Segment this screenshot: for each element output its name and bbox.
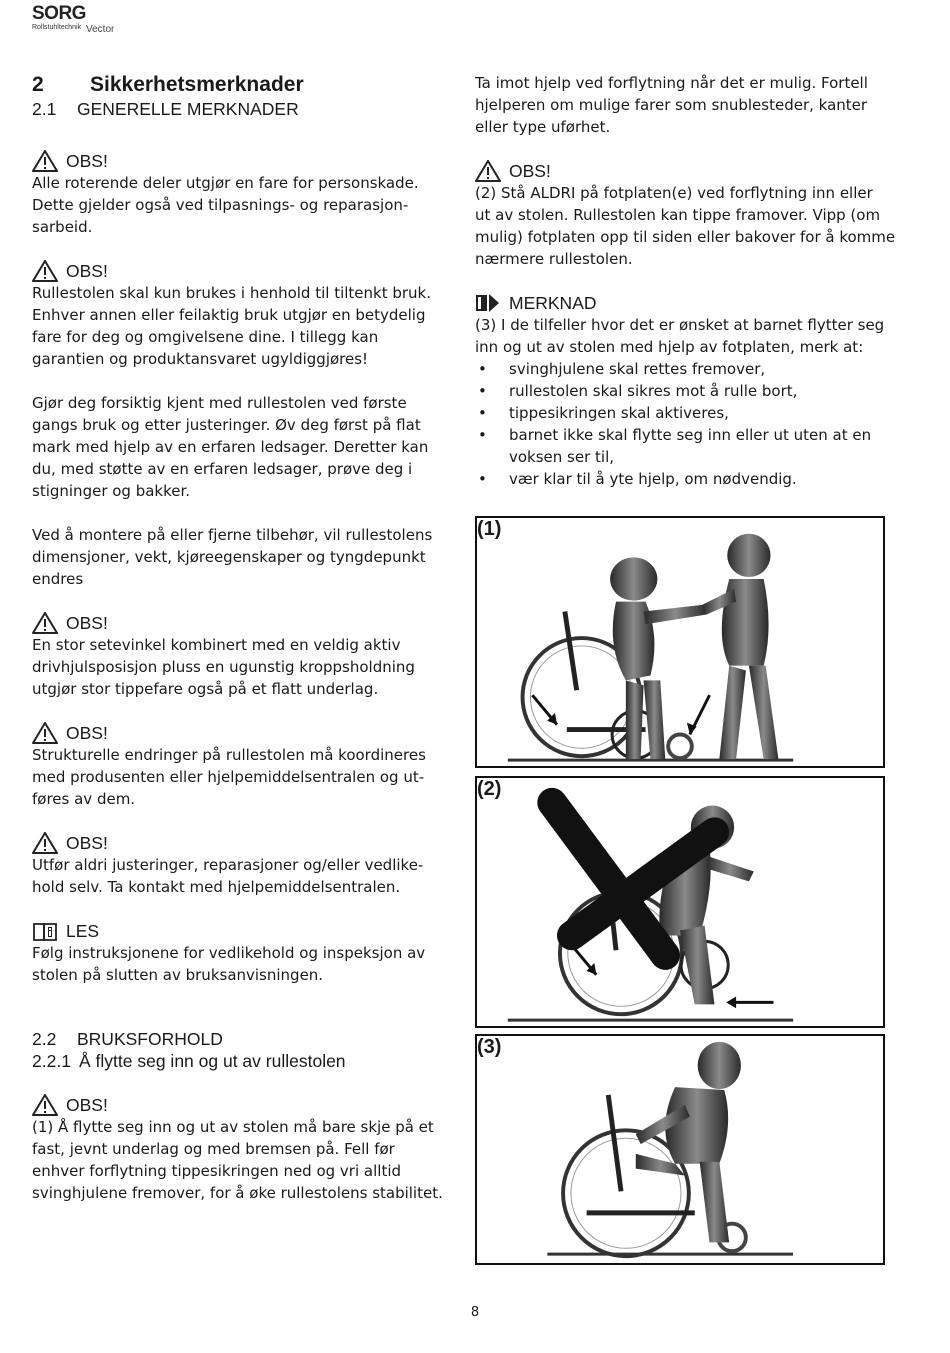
chapter-title: Sikkerhetsmerknader (90, 73, 304, 96)
section-title: Å flytte seg inn og ut av rullestolen (79, 1051, 346, 1071)
warning-icon (475, 160, 501, 182)
chapter-number: 2 (32, 73, 44, 96)
left-column (32, 72, 450, 1204)
brand-subtitle: Rollstuhltechnik (32, 24, 82, 31)
text-line: hold selv. Ta kontakt med hjelpemiddelsentralen. (32, 878, 401, 896)
text-line: fast, jevnt underlag og med bremsen på. Fell før (32, 1140, 395, 1158)
list-item: • vær klar til å yte hjelp, om nødvendig. (475, 468, 905, 490)
section-heading-2-2-1 (32, 1050, 450, 1072)
bullet-list (475, 358, 905, 490)
notice-label: LES (66, 921, 100, 941)
text-line: utgjør stor tippefare også på et flatt underlag. (32, 680, 379, 698)
section-number: 2.2 (32, 1029, 57, 1049)
text-line: med produsenten eller hjelpemiddelsentralen og ut- (32, 768, 425, 786)
chapter-heading (32, 72, 450, 98)
text-line: eller type uførhet. (475, 118, 611, 136)
text-line: Utfør aldri justeringer, reparasjoner og/eller vedlike- (32, 856, 424, 874)
warning-icon (32, 260, 58, 282)
right-column (475, 72, 905, 490)
text-line: Gjør deg forsiktig kjent med rullestolen ved første (32, 394, 407, 412)
notice-label: OBS! (66, 151, 108, 171)
text-line: drivhjulsposisjon pluss en ugunstig kroppsholdning (32, 658, 415, 676)
notice-label: OBS! (66, 613, 108, 633)
notice-heading (32, 722, 450, 744)
list-item: • rullestolen skal sikres mot å rulle bort, (475, 380, 905, 402)
text-line: ut av stolen. Rullestolen kan tippe framover. Vipp (om (475, 206, 881, 224)
text-line: garantien og produktansvaret ugyldiggjøres! (32, 350, 369, 368)
text-line: stolen på slutten av bruksanvisningen. (32, 966, 324, 984)
warning-icon (32, 150, 58, 172)
notice-label: OBS! (66, 261, 108, 281)
figure-label: (2) (477, 778, 502, 800)
notice-label: OBS! (66, 833, 108, 853)
text-line: nærmere rullestolen. (475, 250, 633, 268)
product-name: Vector (86, 24, 115, 35)
text-line: Dette gjelder også ved tilpasnings- og reparasjon- (32, 196, 409, 214)
book-info-icon (32, 920, 58, 942)
text-line: svinghjulene fremover, for å øke rullestolens stabilitet. (32, 1184, 443, 1202)
text-line: hjelperen om mulige farer som snublesteder, kanter (475, 96, 868, 114)
figure-label: (3) (477, 1036, 502, 1058)
text-line: du, med støtte av en erfaren ledsager, prøve deg i (32, 460, 413, 478)
text-line: mulig) fotplaten opp til siden eller bakover for å komme (475, 228, 896, 246)
notice-heading (32, 150, 450, 172)
text-line: inn og ut av stolen med hjelp av fotplaten, merk at: (475, 338, 864, 356)
text-line: Strukturelle endringer på rullestolen må koordineres (32, 746, 426, 764)
notice-label: OBS! (66, 1095, 108, 1115)
text-line: (1) Å flytte seg inn og ut av stolen må bare skje på et (32, 1118, 434, 1136)
notice-label: OBS! (66, 723, 108, 743)
warning-icon (32, 612, 58, 634)
forbidden-footplate-illustration (477, 778, 883, 1026)
text-line: (2) Stå ALDRI på fotplaten(e) ved forflytning inn eller (475, 184, 873, 202)
notice-label: OBS! (509, 161, 551, 181)
notice-heading (32, 832, 450, 854)
notice-heading (475, 160, 905, 182)
page-number: 8 (470, 1305, 480, 1320)
warning-icon (32, 722, 58, 744)
notice-heading (32, 612, 450, 634)
list-item: • tippesikringen skal aktiveres, (475, 402, 905, 424)
notice-heading (32, 1094, 450, 1116)
list-item: • barnet ikke skal flytte seg inn eller ut uten at en voksen ser til, (475, 424, 905, 468)
text-line: gangs bruk og etter justeringer. Øv deg først på flat (32, 416, 421, 434)
section-heading-2-2 (32, 1028, 450, 1050)
text-line: Rullestolen skal kun brukes i henhold til tiltenkt bruk. (32, 284, 432, 302)
notice-label: MERKNAD (509, 293, 597, 313)
section-number: 2.1 (32, 99, 57, 119)
text-line: Alle roterende deler utgjør en fare for personskade. (32, 174, 419, 192)
text-line: Ved å montere på eller fjerne tilbehør, vil rullestolens (32, 526, 433, 544)
text-line: (3) I de tilfeller hvor det er ønsket at barnet flytter seg (475, 316, 885, 334)
text-line: fare for deg og omgivelsene dine. I tillegg kan (32, 328, 379, 346)
assisted-transfer-illustration (477, 518, 883, 766)
warning-icon (32, 832, 58, 854)
text-line: Ta imot hjelp ved forflytning når det er mulig. Fortell (475, 74, 868, 92)
figure-label: (1) (477, 518, 502, 540)
figure-1 (475, 516, 885, 768)
text-line: En stor setevinkel kombinert med en veldig aktiv (32, 636, 401, 654)
section-heading-2-1 (32, 98, 450, 120)
brand-name: SORG (32, 3, 86, 24)
section-title: BRUKSFORHOLD (77, 1029, 223, 1049)
text-line: sarbeid. (32, 218, 93, 236)
text-line: stigninger og bakker. (32, 482, 191, 500)
figure-3 (475, 1034, 885, 1265)
list-item: • svinghjulene skal rettes fremover, (475, 358, 905, 380)
text-line: mark med hjelp av en erfaren ledsager. Deretter kan (32, 438, 429, 456)
text-line: enhver forflytning tippesikringen ned og vri alltid (32, 1162, 402, 1180)
notice-heading (475, 292, 905, 314)
text-line: Følg instruksjonene for vedlikehold og inspeksjon av (32, 944, 426, 962)
text-line: føres av dem. (32, 790, 136, 808)
footplate-transfer-illustration (477, 1036, 883, 1263)
text-line: dimensjoner, vekt, kjøreegenskaper og tyngdepunkt (32, 548, 426, 566)
section-number: 2.2.1 (32, 1051, 71, 1071)
notice-heading (32, 260, 450, 282)
section-title: GENERELLE MERKNADER (77, 99, 299, 119)
text-line: Enhver annen eller feilaktig bruk utgjør en betydelig (32, 306, 426, 324)
brand-logo (32, 4, 86, 32)
warning-icon (32, 1094, 58, 1116)
notice-heading (32, 920, 450, 942)
text-line: endres (32, 570, 84, 588)
note-pointer-icon (475, 292, 501, 314)
figure-2 (475, 776, 885, 1028)
